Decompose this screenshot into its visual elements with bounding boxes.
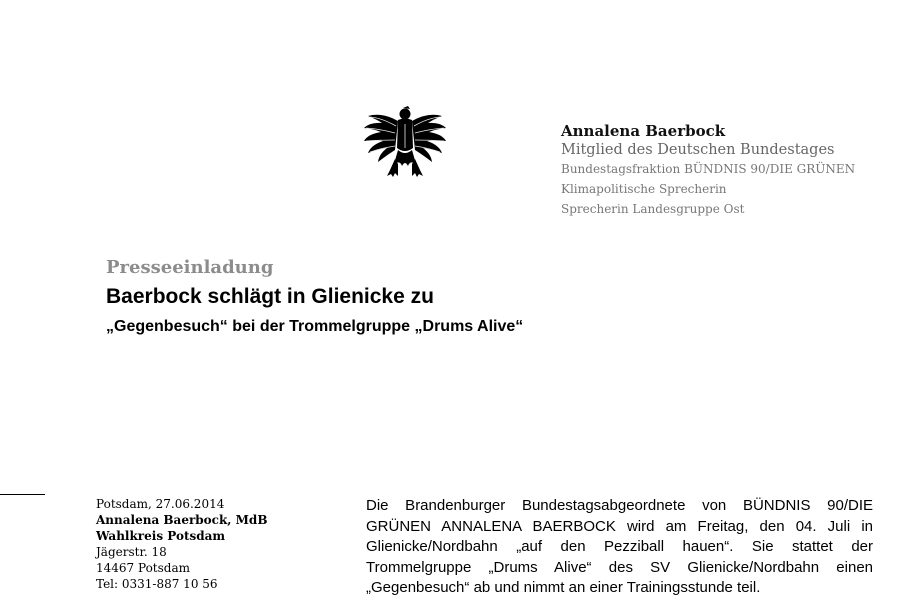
federal-eagle-icon bbox=[362, 104, 448, 178]
street-address: Jägerstr. 18 bbox=[96, 545, 167, 559]
document-kicker: Presseeinladung bbox=[106, 257, 274, 278]
body-paragraph: Die Brandenburger Bundestagsabgeordnete von BÜNDNIS 90/DIE GRÜNEN ANNALENA BAERBOCK wird am Freitag, den 04. Juli in Glienicke/Nordbahn „auf den Pezziball hauen“. Sie stattet der Trommelgruppe „Drums Alive“ des SV Glienicke/Nordbahn einen „Gegenbesuch“ ab und nimmt an einer Trainingsstunde teil. bbox=[366, 497, 873, 596]
letterhead bbox=[561, 122, 855, 222]
letterhead-spokesperson-east: Sprecherin Landesgruppe Ost bbox=[561, 202, 745, 216]
letterhead-spokesperson-climate: Klimapolitische Sprecherin bbox=[561, 182, 727, 196]
letterhead-role: Mitglied des Deutschen Bundestages bbox=[561, 142, 835, 158]
letterhead-name: Annalena Baerbock bbox=[561, 122, 726, 140]
fold-mark-divider bbox=[0, 494, 45, 495]
phone-number: Tel: 0331-887 10 56 bbox=[96, 577, 218, 591]
city-address: 14467 Potsdam bbox=[96, 561, 190, 575]
constituency: Wahlkreis Potsdam bbox=[96, 529, 226, 543]
contact-name: Annalena Baerbock, MdB bbox=[96, 513, 268, 527]
page-subtitle: „Gegenbesuch“ bei der Trommelgruppe „Drums Alive“ bbox=[106, 318, 524, 335]
letterhead-faction: Bundestagsfraktion BÜNDNIS 90/DIE GRÜNEN bbox=[561, 162, 856, 176]
page-title: Baerbock schlägt in Glienicke zu bbox=[106, 285, 434, 308]
contact-sidebar bbox=[96, 496, 267, 592]
place-date: Potsdam, 27.06.2014 bbox=[96, 497, 225, 511]
